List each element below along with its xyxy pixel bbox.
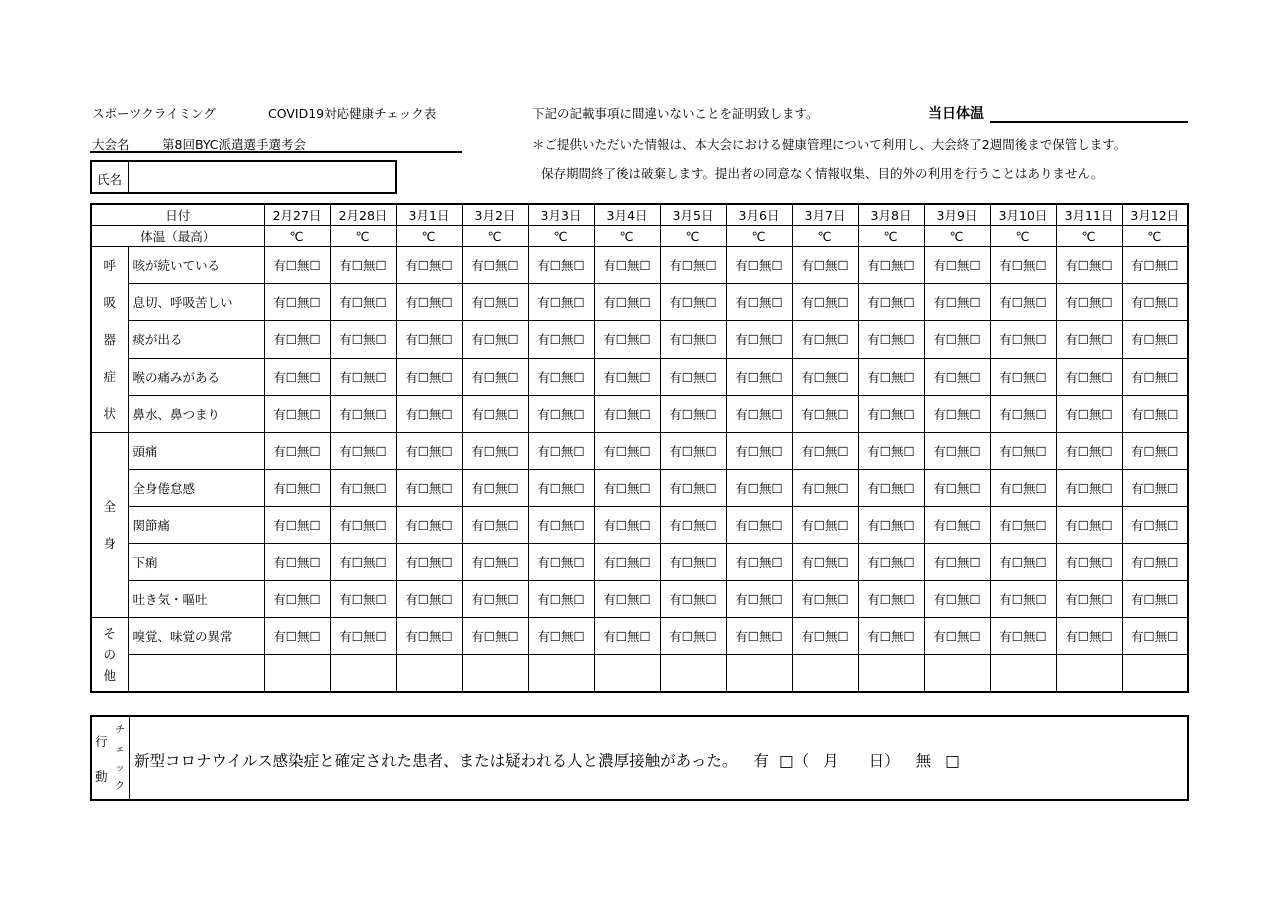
temp-input-cell[interactable]: ℃ <box>660 226 726 247</box>
temp-header: 体温（最高） <box>91 226 264 247</box>
yes-no-checkbox[interactable]: 有☐無☐ <box>462 433 528 470</box>
form-title: COVID19対応健康チェック表 <box>268 106 437 121</box>
yes-no-checkbox[interactable]: 有☐無☐ <box>594 395 660 432</box>
yes-no-checkbox[interactable]: 有☐無☐ <box>726 358 792 395</box>
blank-cell[interactable] <box>924 655 990 693</box>
yes-no-checkbox[interactable]: 有☐無☐ <box>330 581 396 618</box>
yes-no-checkbox[interactable]: 有☐無☐ <box>858 247 924 284</box>
yes-no-checkbox[interactable]: 有☐無☐ <box>594 433 660 470</box>
name-label-cell <box>92 162 129 192</box>
yes-no-checkbox[interactable]: 有☐無☐ <box>1122 507 1188 544</box>
yes-no-checkbox[interactable]: 有☐無☐ <box>858 321 924 358</box>
yes-no-checkbox[interactable]: 有☐無☐ <box>330 395 396 432</box>
blank-cell[interactable] <box>1122 655 1188 693</box>
yes-no-checkbox[interactable]: 有☐無☐ <box>264 358 330 395</box>
blank-cell[interactable] <box>726 655 792 693</box>
temp-input-cell[interactable]: ℃ <box>330 226 396 247</box>
yes-no-checkbox[interactable]: 有☐無☐ <box>330 284 396 321</box>
name-label: 氏名 <box>97 172 123 187</box>
yes-no-checkbox[interactable]: 有☐無☐ <box>528 247 594 284</box>
yes-no-checkbox[interactable]: 有☐無☐ <box>924 247 990 284</box>
category-char: 吸 <box>103 295 116 310</box>
yes-no-checkbox[interactable]: 有☐無☐ <box>1122 284 1188 321</box>
yes-no-checkbox[interactable]: 有☐無☐ <box>858 395 924 432</box>
yes-no-checkbox[interactable]: 有☐無☐ <box>594 321 660 358</box>
yes-no-checkbox[interactable]: 有☐無☐ <box>462 284 528 321</box>
yes-no-checkbox[interactable]: 有☐無☐ <box>990 395 1056 432</box>
yes-no-checkbox[interactable]: 有☐無☐ <box>858 581 924 618</box>
date-cell: 3月10日 <box>990 204 1056 226</box>
symptom-label: 喉の痛みがある <box>128 358 264 395</box>
date-cell: 3月11日 <box>1056 204 1122 226</box>
date-cell: 3月5日 <box>660 204 726 226</box>
contact-month-label: 月 <box>823 752 839 770</box>
category-char: 状 <box>103 406 116 421</box>
yes-no-checkbox[interactable]: 有☐無☐ <box>462 544 528 581</box>
yes-no-checkbox[interactable]: 有☐無☐ <box>462 618 528 655</box>
contact-no-checkbox[interactable]: □ <box>945 752 960 770</box>
symptom-row <box>91 358 1188 395</box>
privacy-notice-2: 保存期間終了後は破棄します。提出者の同意なく情報収集、目的外の利用を行うことはありません。 <box>541 166 1104 181</box>
yes-no-checkbox[interactable]: 有☐無☐ <box>528 507 594 544</box>
yes-no-checkbox[interactable]: 有☐無☐ <box>462 507 528 544</box>
category-char: 呼 <box>103 258 116 273</box>
symptom-row <box>91 247 1188 284</box>
contact-yes-label: 有 <box>753 752 769 770</box>
category-char: の <box>103 647 116 662</box>
yes-no-checkbox[interactable]: 有☐無☐ <box>990 433 1056 470</box>
yes-no-checkbox[interactable]: 有☐無☐ <box>462 321 528 358</box>
blank-row <box>91 655 1188 693</box>
category-other <box>91 618 128 693</box>
yes-no-checkbox[interactable]: 有☐無☐ <box>726 507 792 544</box>
yes-no-checkbox[interactable]: 有☐無☐ <box>330 433 396 470</box>
yes-no-checkbox[interactable]: 有☐無☐ <box>792 544 858 581</box>
yes-no-checkbox[interactable]: 有☐無☐ <box>1056 581 1122 618</box>
symptom-label: 下痢 <box>128 544 264 581</box>
symptom-label: 頭痛 <box>128 433 264 470</box>
event-name: 第8回BYC派遣選手選考会 <box>162 137 307 152</box>
category-char: 症 <box>103 369 116 384</box>
yes-no-checkbox[interactable]: 有☐無☐ <box>660 507 726 544</box>
yes-no-checkbox[interactable]: 有☐無☐ <box>1056 358 1122 395</box>
yes-no-checkbox[interactable]: 有☐無☐ <box>726 395 792 432</box>
yes-no-checkbox[interactable]: 有☐無☐ <box>396 321 462 358</box>
yes-no-checkbox[interactable]: 有☐無☐ <box>264 470 330 507</box>
symptom-label: 関節痛 <box>128 507 264 544</box>
yes-no-checkbox[interactable]: 有☐無☐ <box>924 433 990 470</box>
yes-no-checkbox[interactable]: 有☐無☐ <box>330 247 396 284</box>
date-cell: 3月7日 <box>792 204 858 226</box>
date-cell: 2月28日 <box>330 204 396 226</box>
yes-no-checkbox[interactable]: 有☐無☐ <box>792 581 858 618</box>
yes-no-checkbox[interactable]: 有☐無☐ <box>858 470 924 507</box>
yes-no-checkbox[interactable]: 有☐無☐ <box>396 618 462 655</box>
temp-input-cell[interactable]: ℃ <box>924 226 990 247</box>
yes-no-checkbox[interactable]: 有☐無☐ <box>1056 507 1122 544</box>
contact-statement: 新型コロナウイルス感染症と確定された患者、または疑われる人と濃厚接触があった。 <box>134 752 738 770</box>
yes-no-checkbox[interactable]: 有☐無☐ <box>858 358 924 395</box>
date-cell: 3月2日 <box>462 204 528 226</box>
yes-no-checkbox[interactable]: 有☐無☐ <box>792 433 858 470</box>
event-label: 大会名 <box>92 137 130 152</box>
temp-input-cell[interactable]: ℃ <box>792 226 858 247</box>
yes-no-checkbox[interactable]: 有☐無☐ <box>528 321 594 358</box>
date-cell: 3月9日 <box>924 204 990 226</box>
yes-no-checkbox[interactable]: 有☐無☐ <box>990 581 1056 618</box>
yes-no-checkbox[interactable]: 有☐無☐ <box>726 581 792 618</box>
symptom-row <box>91 581 1188 618</box>
contact-no-label: 無 <box>915 752 932 770</box>
yes-no-checkbox[interactable]: 有☐無☐ <box>396 544 462 581</box>
yes-no-checkbox[interactable]: 有☐無☐ <box>660 544 726 581</box>
yes-no-checkbox[interactable]: 有☐無☐ <box>396 358 462 395</box>
yes-no-checkbox[interactable]: 有☐無☐ <box>858 618 924 655</box>
yes-no-checkbox[interactable]: 有☐無☐ <box>594 507 660 544</box>
close-paren: ） <box>884 752 900 770</box>
yes-no-checkbox[interactable]: 有☐無☐ <box>462 395 528 432</box>
symptom-label: 吐き気・嘔吐 <box>128 581 264 618</box>
behavior-label-column <box>92 717 130 799</box>
yes-no-checkbox[interactable]: 有☐無☐ <box>924 618 990 655</box>
yes-no-checkbox[interactable]: 有☐無☐ <box>792 247 858 284</box>
symptom-row <box>91 321 1188 358</box>
symptom-row <box>91 544 1188 581</box>
yes-no-checkbox[interactable]: 有☐無☐ <box>1122 618 1188 655</box>
yes-no-checkbox[interactable]: 有☐無☐ <box>1122 247 1188 284</box>
yes-no-checkbox[interactable]: 有☐無☐ <box>594 284 660 321</box>
yes-no-checkbox[interactable]: 有☐無☐ <box>726 284 792 321</box>
yes-no-checkbox[interactable]: 有☐無☐ <box>792 470 858 507</box>
behavior-label-char: 行 <box>95 734 108 749</box>
temp-input-cell[interactable]: ℃ <box>1122 226 1188 247</box>
yes-no-checkbox[interactable]: 有☐無☐ <box>1122 470 1188 507</box>
yes-no-checkbox[interactable]: 有☐無☐ <box>660 618 726 655</box>
yes-no-checkbox[interactable]: 有☐無☐ <box>528 618 594 655</box>
yes-no-checkbox[interactable]: 有☐無☐ <box>396 470 462 507</box>
blank-symptom-cell[interactable] <box>128 655 264 693</box>
check-label-char: ッ <box>115 763 125 774</box>
today-temp-field[interactable] <box>990 121 1188 123</box>
date-cell: 3月4日 <box>594 204 660 226</box>
category-char: 器 <box>103 332 116 347</box>
category-char: 他 <box>103 668 116 683</box>
check-label-char: ク <box>115 781 125 792</box>
yes-no-checkbox[interactable]: 有☐無☐ <box>330 618 396 655</box>
yes-no-checkbox[interactable]: 有☐無☐ <box>396 433 462 470</box>
name-box <box>90 160 397 194</box>
yes-no-checkbox[interactable]: 有☐無☐ <box>1056 247 1122 284</box>
yes-no-checkbox[interactable]: 有☐無☐ <box>1122 581 1188 618</box>
yes-no-checkbox[interactable]: 有☐無☐ <box>462 247 528 284</box>
yes-no-checkbox[interactable]: 有☐無☐ <box>924 395 990 432</box>
yes-no-checkbox[interactable]: 有☐無☐ <box>1056 618 1122 655</box>
yes-no-checkbox[interactable]: 有☐無☐ <box>792 321 858 358</box>
yes-no-checkbox[interactable]: 有☐無☐ <box>264 544 330 581</box>
blank-cell[interactable] <box>462 655 528 693</box>
yes-no-checkbox[interactable]: 有☐無☐ <box>660 284 726 321</box>
yes-no-checkbox[interactable]: 有☐無☐ <box>792 507 858 544</box>
category-respiratory <box>91 247 128 433</box>
temp-input-cell[interactable]: ℃ <box>594 226 660 247</box>
yes-no-checkbox[interactable]: 有☐無☐ <box>726 247 792 284</box>
yes-no-checkbox[interactable]: 有☐無☐ <box>726 470 792 507</box>
yes-no-checkbox[interactable]: 有☐無☐ <box>396 284 462 321</box>
symptom-row <box>91 470 1188 507</box>
yes-no-checkbox[interactable]: 有☐無☐ <box>264 321 330 358</box>
symptom-row <box>91 507 1188 544</box>
temp-input-cell[interactable]: ℃ <box>726 226 792 247</box>
yes-no-checkbox[interactable]: 有☐無☐ <box>594 247 660 284</box>
date-cell: 3月6日 <box>726 204 792 226</box>
yes-no-checkbox[interactable]: 有☐無☐ <box>792 284 858 321</box>
symptom-row <box>91 284 1188 321</box>
temp-input-cell[interactable]: ℃ <box>396 226 462 247</box>
temp-input-cell[interactable]: ℃ <box>990 226 1056 247</box>
temp-input-cell[interactable]: ℃ <box>528 226 594 247</box>
symptom-label: 鼻水、鼻つまり <box>128 395 264 432</box>
date-cell: 3月12日 <box>1122 204 1188 226</box>
date-cell: 3月3日 <box>528 204 594 226</box>
yes-no-checkbox[interactable]: 有☐無☐ <box>792 395 858 432</box>
symptom-label: 全身倦怠感 <box>128 470 264 507</box>
blank-cell[interactable] <box>660 655 726 693</box>
yes-no-checkbox[interactable]: 有☐無☐ <box>924 284 990 321</box>
yes-no-checkbox[interactable]: 有☐無☐ <box>924 581 990 618</box>
behavior-check-box <box>90 715 1189 801</box>
yes-no-checkbox[interactable]: 有☐無☐ <box>660 433 726 470</box>
yes-no-checkbox[interactable]: 有☐無☐ <box>1122 321 1188 358</box>
yes-no-checkbox[interactable]: 有☐無☐ <box>528 395 594 432</box>
yes-no-checkbox[interactable]: 有☐無☐ <box>1056 284 1122 321</box>
yes-no-checkbox[interactable]: 有☐無☐ <box>528 544 594 581</box>
behavior-line <box>134 749 960 771</box>
blank-cell[interactable] <box>858 655 924 693</box>
temperature-row <box>91 226 1188 247</box>
yes-no-checkbox[interactable]: 有☐無☐ <box>1122 395 1188 432</box>
yes-no-checkbox[interactable]: 有☐無☐ <box>858 433 924 470</box>
yes-no-checkbox[interactable]: 有☐無☐ <box>462 581 528 618</box>
yes-no-checkbox[interactable]: 有☐無☐ <box>990 507 1056 544</box>
yes-no-checkbox[interactable]: 有☐無☐ <box>990 618 1056 655</box>
yes-no-checkbox[interactable]: 有☐無☐ <box>924 507 990 544</box>
yes-no-checkbox[interactable]: 有☐無☐ <box>1122 544 1188 581</box>
today-temp-label: 当日体温 <box>928 106 984 122</box>
privacy-notice-1: ＊ご提供いただいた情報は、本大会における健康管理について利用し、大会終了2週間後まで保管します。 <box>532 137 1127 152</box>
yes-no-checkbox[interactable]: 有☐無☐ <box>396 395 462 432</box>
yes-no-checkbox[interactable]: 有☐無☐ <box>396 247 462 284</box>
yes-no-checkbox[interactable]: 有☐無☐ <box>264 581 330 618</box>
yes-no-checkbox[interactable]: 有☐無☐ <box>330 544 396 581</box>
yes-no-checkbox[interactable]: 有☐無☐ <box>1056 544 1122 581</box>
category-general <box>91 433 128 618</box>
blank-cell[interactable] <box>528 655 594 693</box>
yes-no-checkbox[interactable]: 有☐無☐ <box>990 544 1056 581</box>
yes-no-checkbox[interactable]: 有☐無☐ <box>594 581 660 618</box>
yes-no-checkbox[interactable]: 有☐無☐ <box>264 395 330 432</box>
temp-input-cell[interactable]: ℃ <box>264 226 330 247</box>
behavior-label-char: 動 <box>95 769 108 784</box>
yes-no-checkbox[interactable]: 有☐無☐ <box>990 247 1056 284</box>
yes-no-checkbox[interactable]: 有☐無☐ <box>330 358 396 395</box>
open-paren: （ <box>793 752 810 770</box>
yes-no-checkbox[interactable]: 有☐無☐ <box>924 358 990 395</box>
symptom-label: 息切、呼吸苦しい <box>128 284 264 321</box>
yes-no-checkbox[interactable]: 有☐無☐ <box>792 358 858 395</box>
yes-no-checkbox[interactable]: 有☐無☐ <box>1056 321 1122 358</box>
yes-no-checkbox[interactable]: 有☐無☐ <box>660 321 726 358</box>
symptom-row <box>91 433 1188 470</box>
event-underline <box>90 151 462 153</box>
yes-no-checkbox[interactable]: 有☐無☐ <box>330 507 396 544</box>
yes-no-checkbox[interactable]: 有☐無☐ <box>924 321 990 358</box>
check-label-char: チ <box>115 725 125 736</box>
symptom-row <box>91 618 1188 655</box>
contact-day-label: 日 <box>868 752 885 770</box>
yes-no-checkbox[interactable]: 有☐無☐ <box>924 544 990 581</box>
blank-cell[interactable] <box>594 655 660 693</box>
yes-no-checkbox[interactable]: 有☐無☐ <box>462 358 528 395</box>
yes-no-checkbox[interactable]: 有☐無☐ <box>924 470 990 507</box>
symptom-label: 咳が続いている <box>128 247 264 284</box>
name-input[interactable] <box>134 170 389 188</box>
category-char: そ <box>103 626 116 641</box>
yes-no-checkbox[interactable]: 有☐無☐ <box>1122 433 1188 470</box>
health-check-table <box>90 203 1189 693</box>
blank-cell[interactable] <box>1056 655 1122 693</box>
yes-no-checkbox[interactable]: 有☐無☐ <box>1122 358 1188 395</box>
yes-no-checkbox[interactable]: 有☐無☐ <box>528 358 594 395</box>
yes-no-checkbox[interactable]: 有☐無☐ <box>594 544 660 581</box>
yes-no-checkbox[interactable]: 有☐無☐ <box>858 507 924 544</box>
yes-no-checkbox[interactable]: 有☐無☐ <box>528 284 594 321</box>
yes-no-checkbox[interactable]: 有☐無☐ <box>264 284 330 321</box>
yes-no-checkbox[interactable]: 有☐無☐ <box>264 618 330 655</box>
yes-no-checkbox[interactable]: 有☐無☐ <box>462 470 528 507</box>
yes-no-checkbox[interactable]: 有☐無☐ <box>990 470 1056 507</box>
yes-no-checkbox[interactable]: 有☐無☐ <box>726 321 792 358</box>
yes-no-checkbox[interactable]: 有☐無☐ <box>792 618 858 655</box>
yes-no-checkbox[interactable]: 有☐無☐ <box>990 284 1056 321</box>
temp-input-cell[interactable]: ℃ <box>1056 226 1122 247</box>
yes-no-checkbox[interactable]: 有☐無☐ <box>1056 470 1122 507</box>
symptom-row <box>91 395 1188 432</box>
yes-no-checkbox[interactable]: 有☐無☐ <box>264 507 330 544</box>
category-char: 全 <box>103 499 116 514</box>
yes-no-checkbox[interactable]: 有☐無☐ <box>528 470 594 507</box>
yes-no-checkbox[interactable]: 有☐無☐ <box>528 433 594 470</box>
yes-no-checkbox[interactable]: 有☐無☐ <box>726 618 792 655</box>
contact-yes-checkbox[interactable]: □ <box>778 752 794 770</box>
yes-no-checkbox[interactable]: 有☐無☐ <box>594 470 660 507</box>
yes-no-checkbox[interactable]: 有☐無☐ <box>1056 395 1122 432</box>
yes-no-checkbox[interactable]: 有☐無☐ <box>660 395 726 432</box>
date-cell: 3月8日 <box>858 204 924 226</box>
date-cell: 2月27日 <box>264 204 330 226</box>
certify-statement: 下記の記載事項に間違いないことを証明致します。 <box>532 106 819 121</box>
temp-input-cell[interactable]: ℃ <box>462 226 528 247</box>
date-header-row <box>91 204 1188 226</box>
blank-cell[interactable] <box>330 655 396 693</box>
yes-no-checkbox[interactable]: 有☐無☐ <box>858 544 924 581</box>
yes-no-checkbox[interactable]: 有☐無☐ <box>264 433 330 470</box>
symptom-label: 嗅覚、味覚の異常 <box>128 618 264 655</box>
yes-no-checkbox[interactable]: 有☐無☐ <box>660 358 726 395</box>
yes-no-checkbox[interactable]: 有☐無☐ <box>330 321 396 358</box>
yes-no-checkbox[interactable]: 有☐無☐ <box>660 470 726 507</box>
yes-no-checkbox[interactable]: 有☐無☐ <box>660 247 726 284</box>
yes-no-checkbox[interactable]: 有☐無☐ <box>264 247 330 284</box>
blank-cell[interactable] <box>396 655 462 693</box>
yes-no-checkbox[interactable]: 有☐無☐ <box>396 581 462 618</box>
org-name: スポーツクライミング <box>92 106 216 121</box>
yes-no-checkbox[interactable]: 有☐無☐ <box>858 284 924 321</box>
date-header: 日付 <box>91 204 264 226</box>
yes-no-checkbox[interactable]: 有☐無☐ <box>594 358 660 395</box>
yes-no-checkbox[interactable]: 有☐無☐ <box>1056 433 1122 470</box>
temp-input-cell[interactable]: ℃ <box>858 226 924 247</box>
yes-no-checkbox[interactable]: 有☐無☐ <box>726 544 792 581</box>
blank-cell[interactable] <box>792 655 858 693</box>
symptom-label: 痰が出る <box>128 321 264 358</box>
yes-no-checkbox[interactable]: 有☐無☐ <box>660 581 726 618</box>
yes-no-checkbox[interactable]: 有☐無☐ <box>396 507 462 544</box>
blank-cell[interactable] <box>264 655 330 693</box>
date-cell: 3月1日 <box>396 204 462 226</box>
yes-no-checkbox[interactable]: 有☐無☐ <box>990 321 1056 358</box>
yes-no-checkbox[interactable]: 有☐無☐ <box>594 618 660 655</box>
yes-no-checkbox[interactable]: 有☐無☐ <box>726 433 792 470</box>
yes-no-checkbox[interactable]: 有☐無☐ <box>990 358 1056 395</box>
yes-no-checkbox[interactable]: 有☐無☐ <box>528 581 594 618</box>
check-label-char: ェ <box>115 744 125 755</box>
yes-no-checkbox[interactable]: 有☐無☐ <box>330 470 396 507</box>
blank-cell[interactable] <box>990 655 1056 693</box>
category-char: 身 <box>103 536 116 551</box>
